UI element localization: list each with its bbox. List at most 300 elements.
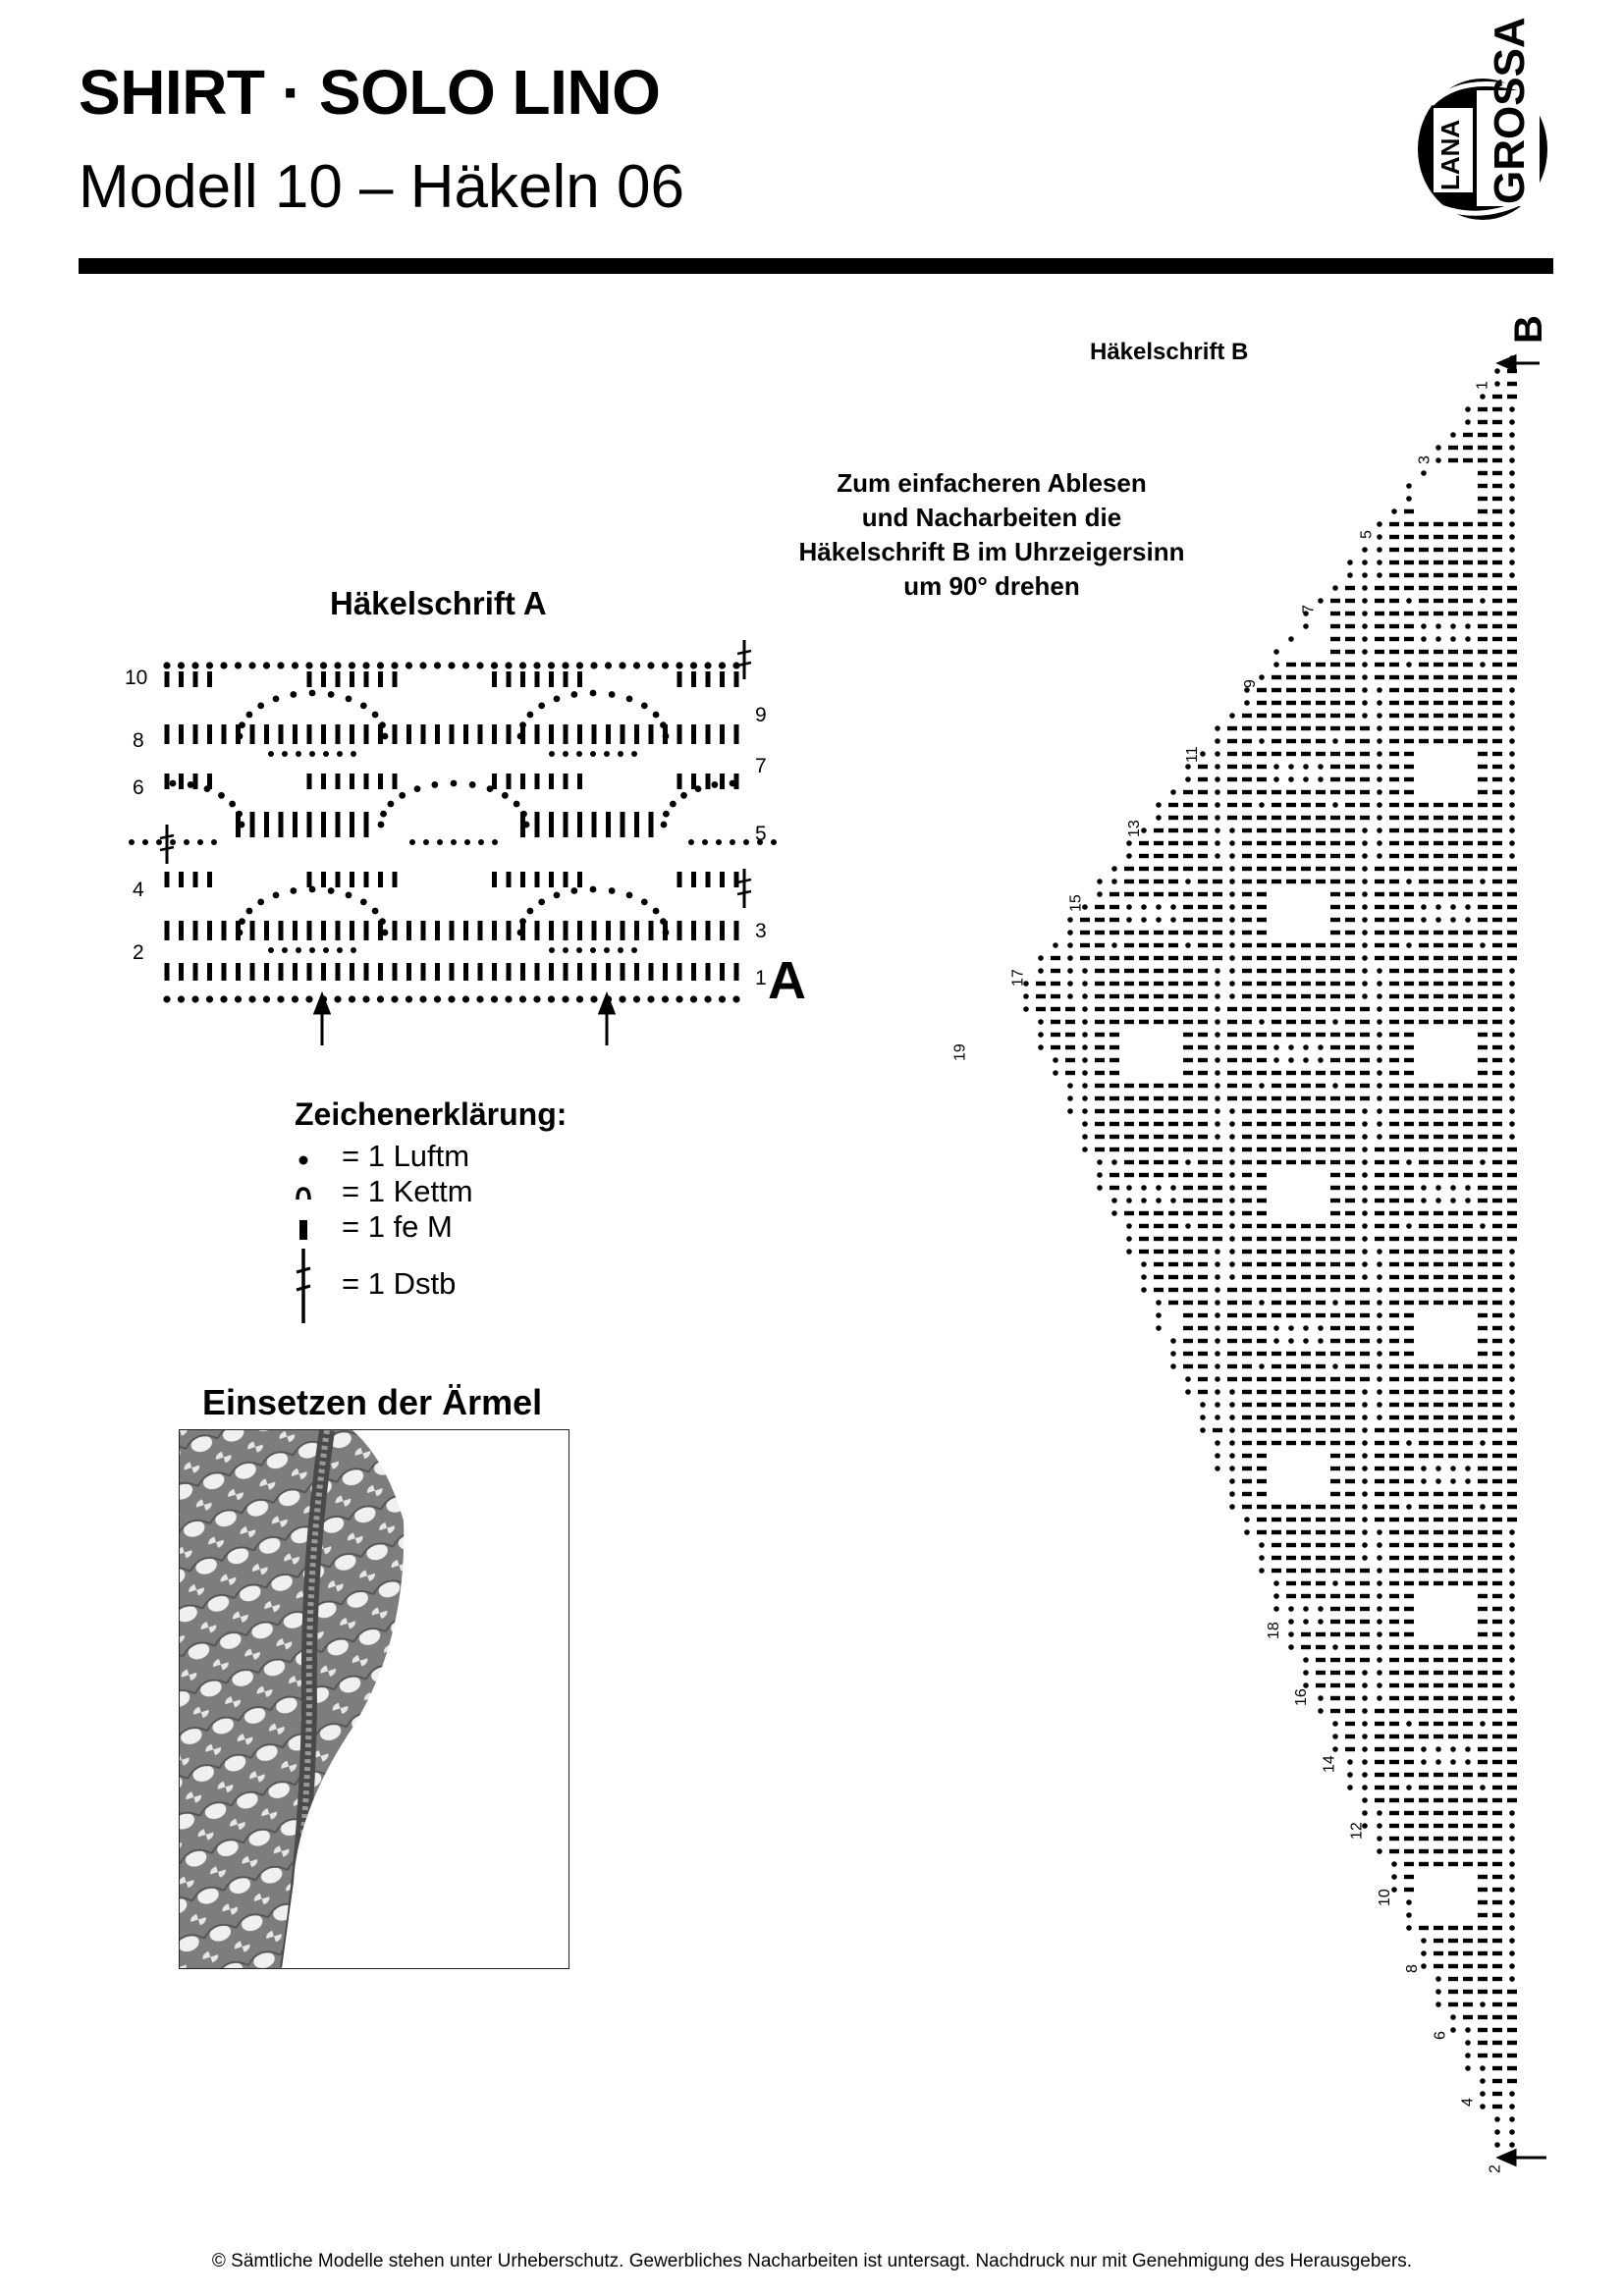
- single-crochet: [1404, 1007, 1414, 1011]
- single-crochet: [1272, 1403, 1281, 1407]
- single-crochet: [1404, 1837, 1414, 1841]
- single-crochet: [1404, 1607, 1414, 1611]
- single-crochet: [1242, 828, 1252, 832]
- single-crochet: [1345, 1390, 1355, 1394]
- single-crochet: [1434, 1275, 1443, 1279]
- single-crochet: [1463, 701, 1473, 705]
- single-crochet: [1448, 1415, 1458, 1419]
- chain-stitch: [1480, 598, 1486, 604]
- chain-stitch: [1082, 1070, 1088, 1076]
- single-crochet: [1463, 650, 1473, 654]
- single-crochet: [1404, 1467, 1414, 1470]
- single-crochet: [1168, 803, 1178, 807]
- single-crochet: [1492, 433, 1502, 437]
- single-crochet: [1213, 905, 1222, 909]
- single-crochet: [1198, 1007, 1208, 1011]
- chain-stitch: [1082, 1134, 1088, 1140]
- chain-stitch: [305, 662, 312, 668]
- chain-stitch: [1377, 993, 1382, 999]
- chain-stitch: [1126, 904, 1132, 910]
- single-crochet: [1272, 1543, 1281, 1547]
- single-crochet: [1183, 1033, 1193, 1037]
- chain-stitch: [1332, 1019, 1338, 1025]
- single-crochet: [1389, 1696, 1399, 1700]
- chain-stitch: [1421, 1478, 1427, 1484]
- chain-stitch: [1067, 955, 1073, 961]
- single-crochet: [507, 774, 512, 789]
- single-crochet: [1242, 1199, 1252, 1202]
- chain-stitch: [662, 995, 669, 1002]
- chain-stitch: [351, 947, 356, 953]
- single-crochet: [1316, 726, 1326, 730]
- single-crochet: [1227, 726, 1237, 730]
- single-crochet: [1301, 943, 1311, 947]
- single-crochet: [1316, 1441, 1326, 1445]
- single-crochet: [1478, 522, 1488, 526]
- single-crochet: [1286, 1007, 1296, 1011]
- chain-stitch: [1362, 1108, 1368, 1114]
- chain-stitch: [1215, 789, 1220, 795]
- single-crochet: [1316, 880, 1326, 883]
- single-crochet: [1389, 943, 1399, 947]
- single-crochet: [1419, 1096, 1429, 1100]
- single-crochet: [321, 872, 326, 887]
- single-crochet: [1375, 1454, 1384, 1458]
- single-crochet: [1492, 1479, 1502, 1483]
- single-crochet: [1198, 918, 1208, 922]
- single-crochet: [1227, 1352, 1237, 1356]
- chain-stitch: [309, 751, 315, 757]
- single-crochet: [1404, 752, 1414, 756]
- single-crochet: [1448, 1824, 1458, 1828]
- chain-stitch: [1362, 1134, 1368, 1140]
- single-crochet: [1198, 1262, 1208, 1266]
- single-crochet: [1301, 1364, 1311, 1368]
- chain-stitch: [1259, 1363, 1265, 1369]
- chain-stitch: [670, 801, 677, 808]
- chain-stitch: [419, 662, 426, 668]
- single-crochet: [1198, 969, 1208, 973]
- single-crochet: [1389, 714, 1399, 718]
- chain-stitch: [1377, 700, 1382, 706]
- single-crochet: [1257, 765, 1267, 769]
- single-crochet: [1330, 880, 1340, 883]
- single-crochet: [1330, 1275, 1340, 1279]
- single-crochet: [1434, 573, 1443, 577]
- single-crochet: [1492, 2028, 1502, 2032]
- single-crochet: [1345, 1696, 1355, 1700]
- chain-stitch: [1377, 1848, 1382, 1854]
- single-crochet: [1507, 1492, 1517, 1496]
- chain-stitch: [1362, 955, 1368, 961]
- single-crochet: [1095, 1058, 1105, 1062]
- single-crochet: [1330, 1441, 1340, 1445]
- single-crochet: [1257, 892, 1267, 896]
- chain-stitch: [631, 947, 637, 953]
- chain-stitch: [1362, 1478, 1368, 1484]
- single-crochet: [1389, 1569, 1399, 1573]
- single-crochet: [1434, 586, 1443, 590]
- chain-stitch: [1170, 917, 1176, 923]
- single-crochet: [336, 671, 341, 687]
- single-crochet: [1448, 1084, 1458, 1088]
- single-crochet: [1448, 803, 1458, 807]
- single-crochet: [1448, 726, 1458, 730]
- single-crochet: [1360, 1620, 1370, 1624]
- chain-stitch: [1509, 1312, 1515, 1318]
- single-crochet: [1375, 892, 1384, 896]
- single-crochet: [307, 724, 312, 744]
- chain-stitch: [1406, 879, 1412, 884]
- chain-stitch: [1215, 1274, 1220, 1280]
- chain-stitch: [337, 751, 343, 757]
- single-crochet: [1286, 1569, 1296, 1573]
- single-crochet: [1448, 650, 1458, 654]
- single-crochet: [1404, 1186, 1414, 1190]
- single-crochet: [1286, 726, 1296, 730]
- chain-stitch: [1332, 1644, 1338, 1650]
- single-crochet: [1345, 1428, 1355, 1432]
- single-crochet: [1463, 1007, 1473, 1011]
- chain-stitch: [391, 995, 398, 1002]
- chain-stitch: [236, 811, 243, 818]
- chain-stitch: [1362, 1772, 1368, 1778]
- single-crochet: [1330, 994, 1340, 998]
- chain-stitch: [1111, 866, 1117, 872]
- single-crochet: [1507, 1722, 1517, 1726]
- chain-stitch: [1229, 1491, 1235, 1497]
- single-crochet: [1478, 535, 1488, 539]
- single-crochet: [1257, 1518, 1267, 1522]
- logo-text-lana: LANA: [1435, 119, 1465, 190]
- single-crochet: [1404, 867, 1414, 871]
- single-crochet: [1330, 675, 1340, 679]
- chain-stitch: [1141, 1261, 1147, 1267]
- chain-stitch: [1082, 968, 1088, 974]
- single-crochet: [1404, 1620, 1414, 1624]
- single-crochet: [1345, 752, 1355, 756]
- single-crochet: [1404, 1428, 1414, 1432]
- single-crochet: [1389, 675, 1399, 679]
- single-crochet: [734, 872, 739, 887]
- chain-stitch: [590, 751, 596, 757]
- single-crochet: [1286, 1301, 1296, 1305]
- chain-stitch: [1347, 1772, 1353, 1778]
- single-crochet: [207, 671, 212, 687]
- single-crochet: [1448, 675, 1458, 679]
- chain-stitch: [1082, 1057, 1088, 1063]
- single-crochet: [1463, 1084, 1473, 1088]
- chain-stitch: [1200, 1415, 1206, 1420]
- single-crochet: [1168, 1096, 1178, 1100]
- single-crochet: [1434, 841, 1443, 845]
- single-crochet: [634, 963, 639, 981]
- single-crochet: [1463, 1415, 1473, 1419]
- single-crochet: [393, 872, 398, 887]
- single-crochet: [1448, 599, 1458, 603]
- single-crochet: [293, 921, 298, 940]
- single-crochet: [1375, 905, 1384, 909]
- single-crochet: [1389, 586, 1399, 590]
- chain-stitch: [1215, 1466, 1220, 1471]
- chain-stitch: [1509, 560, 1515, 565]
- single-crochet: [691, 774, 696, 789]
- chain-stitch: [1215, 1338, 1220, 1344]
- single-crochet: [1360, 777, 1370, 781]
- single-crochet: [1448, 1428, 1458, 1432]
- single-crochet: [1154, 1262, 1164, 1266]
- chain-stitch: [239, 918, 245, 925]
- single-crochet: [1183, 1339, 1193, 1343]
- single-crochet: [1434, 1683, 1443, 1687]
- single-crochet: [1095, 1084, 1105, 1088]
- single-crochet: [1360, 816, 1370, 820]
- single-crochet: [378, 872, 383, 887]
- single-crochet: [1272, 688, 1281, 692]
- chain-stitch: [590, 662, 597, 668]
- single-crochet: [1330, 1377, 1340, 1381]
- single-crochet: [1507, 663, 1517, 667]
- chain-stitch: [1406, 1223, 1412, 1229]
- single-crochet: [1507, 1709, 1517, 1713]
- single-crochet: [1463, 548, 1473, 552]
- single-crochet: [1257, 1275, 1267, 1279]
- chain-stitch: [549, 947, 555, 953]
- single-crochet: [1227, 790, 1237, 794]
- single-crochet: [1419, 1786, 1429, 1789]
- chain-stitch: [377, 662, 384, 668]
- single-crochet: [1036, 1007, 1046, 1011]
- single-crochet: [1492, 1224, 1502, 1228]
- slip-stitch-icon: [295, 1172, 312, 1211]
- single-crochet: [1272, 1262, 1281, 1266]
- single-crochet: [1404, 1671, 1414, 1675]
- single-crochet: [1242, 1084, 1252, 1088]
- single-crochet: [1375, 1160, 1384, 1164]
- chain-stitch: [491, 662, 498, 668]
- chain-stitch: [351, 751, 356, 757]
- single-crochet: [293, 724, 298, 744]
- single-crochet: [1198, 1364, 1208, 1368]
- single-crochet: [677, 872, 682, 887]
- single-crochet: [1389, 1747, 1399, 1751]
- row-number-bottom: 18: [1265, 1622, 1282, 1639]
- chain-stitch: [1097, 891, 1103, 897]
- single-crochet: [1272, 1505, 1281, 1509]
- single-crochet: [606, 921, 611, 940]
- single-crochet: [1448, 880, 1458, 883]
- single-crochet: [1434, 1569, 1443, 1573]
- chain-stitch: [246, 908, 253, 915]
- chain-stitch: [1377, 1300, 1382, 1306]
- single-crochet: [1345, 1543, 1355, 1547]
- single-crochet: [1345, 816, 1355, 820]
- single-crochet: [1345, 854, 1355, 858]
- chain-stitch: [1450, 917, 1456, 923]
- single-crochet: [1389, 1441, 1399, 1445]
- single-crochet: [1360, 739, 1370, 743]
- single-crochet: [549, 774, 554, 789]
- single-crochet: [706, 872, 711, 887]
- single-crochet: [1360, 1569, 1370, 1573]
- single-crochet: [1492, 1632, 1502, 1636]
- single-crochet: [1404, 1747, 1414, 1751]
- single-crochet: [1507, 918, 1517, 922]
- chain-stitch: [1362, 1236, 1368, 1242]
- single-crochet: [1434, 1964, 1443, 1968]
- single-crochet: [1095, 1071, 1105, 1075]
- single-crochet: [1139, 1007, 1149, 1011]
- single-crochet: [1345, 1237, 1355, 1241]
- chain-stitch: [1215, 776, 1220, 782]
- single-crochet: [1478, 1250, 1488, 1254]
- single-crochet: [1463, 892, 1473, 896]
- single-crochet: [450, 963, 455, 981]
- single-crochet: [1316, 1109, 1326, 1113]
- single-crochet: [1448, 522, 1458, 526]
- single-crochet: [1345, 1364, 1355, 1368]
- single-crochet: [1301, 1224, 1311, 1228]
- single-crochet: [1434, 1288, 1443, 1292]
- single-crochet: [193, 921, 198, 940]
- single-crochet: [1492, 1071, 1502, 1075]
- single-crochet: [1419, 573, 1429, 577]
- single-crochet: [1183, 1211, 1193, 1215]
- single-crochet: [507, 921, 512, 940]
- single-crochet: [1330, 982, 1340, 986]
- single-crochet: [1360, 1301, 1370, 1305]
- chain-stitch: [1362, 1210, 1368, 1216]
- chain-stitch: [570, 887, 577, 894]
- chain-stitch: [1377, 725, 1382, 731]
- single-crochet: [1242, 841, 1252, 845]
- single-crochet: [1463, 1492, 1473, 1496]
- single-crochet: [1330, 1262, 1340, 1266]
- chain-stitch: [1273, 1580, 1279, 1586]
- chain-stitch: [382, 930, 389, 936]
- chain-stitch: [379, 721, 386, 728]
- row-number-top: 5: [1358, 530, 1376, 539]
- chain-stitch: [1229, 1236, 1235, 1242]
- single-crochet: [478, 963, 483, 981]
- chain-stitch: [1480, 2104, 1486, 2109]
- chain-stitch: [1406, 1440, 1412, 1446]
- single-crochet: [1434, 880, 1443, 883]
- single-crochet: [1434, 1301, 1443, 1305]
- single-crochet: [1478, 1109, 1488, 1113]
- single-crochet: [1080, 943, 1090, 947]
- single-crochet: [1330, 1071, 1340, 1075]
- single-crochet: [1492, 1990, 1502, 1994]
- row-number-bottom: 6: [1432, 2031, 1449, 2040]
- chain-stitch: [1377, 1682, 1382, 1688]
- single-crochet: [1389, 1530, 1399, 1534]
- single-crochet: [1272, 956, 1281, 960]
- single-crochet: [1492, 1798, 1502, 1802]
- chain-stitch: [257, 898, 264, 905]
- single-crochet: [1345, 1160, 1355, 1164]
- single-crochet: [1492, 1492, 1502, 1496]
- row-number-right: 9: [755, 704, 767, 726]
- single-crochet: [1463, 867, 1473, 871]
- single-crochet: [1492, 688, 1502, 692]
- single-crochet: [1448, 994, 1458, 998]
- chain-stitch: [1509, 483, 1515, 489]
- chain-stitch: [1465, 1198, 1471, 1203]
- single-crochet: [1448, 1135, 1458, 1139]
- single-crochet: [1404, 1352, 1414, 1356]
- chain-stitch: [1509, 1899, 1515, 1905]
- single-crochet: [1242, 1454, 1252, 1458]
- chain-stitch: [576, 751, 582, 757]
- single-crochet: [1404, 522, 1414, 526]
- single-crochet: [1448, 1492, 1458, 1496]
- chain-stitch: [1509, 687, 1515, 693]
- chain-stitch: [1229, 1274, 1235, 1280]
- single-crochet: [1110, 931, 1119, 934]
- single-crochet: [734, 921, 739, 940]
- single-crochet: [1345, 1122, 1355, 1126]
- single-crochet: [1242, 1096, 1252, 1100]
- single-crochet: [1389, 1849, 1399, 1853]
- single-crochet: [1389, 739, 1399, 743]
- single-crochet: [1242, 1211, 1252, 1215]
- chain-stitch: [1509, 1363, 1515, 1369]
- single-crochet: [1330, 1709, 1340, 1713]
- chain-stitch: [676, 662, 682, 668]
- chain-stitch: [1273, 1338, 1279, 1344]
- chain-stitch: [1509, 1032, 1515, 1038]
- single-crochet: [1478, 586, 1488, 590]
- single-crochet: [1492, 1747, 1502, 1751]
- chain-stitch: [1509, 496, 1515, 502]
- single-crochet: [1168, 1224, 1178, 1228]
- single-crochet: [1272, 1377, 1281, 1381]
- single-crochet: [1478, 548, 1488, 552]
- chain-stitch: [1480, 1223, 1486, 1229]
- single-crochet: [1492, 522, 1502, 526]
- single-crochet: [1242, 739, 1252, 743]
- single-crochet: [1345, 969, 1355, 973]
- single-crochet: [1316, 1377, 1326, 1381]
- chain-stitch: [1347, 560, 1353, 565]
- single-crochet: [1448, 1364, 1458, 1368]
- chain-stitch: [1377, 572, 1382, 578]
- single-crochet: [1492, 994, 1502, 998]
- single-crochet: [1389, 1084, 1399, 1088]
- single-crochet: [1463, 994, 1473, 998]
- instruction-line: Häkelschrift B im Uhrzeigersinn: [798, 537, 1185, 566]
- chain-stitch: [1215, 1287, 1220, 1293]
- single-crochet: [1080, 931, 1090, 934]
- chain-stitch: [1377, 1363, 1382, 1369]
- chain-stitch: [1450, 1198, 1456, 1203]
- single-crochet: [1478, 1709, 1488, 1713]
- single-crochet: [1463, 1581, 1473, 1585]
- chain-stitch: [1509, 853, 1515, 859]
- chain-stitch: [1215, 1376, 1220, 1382]
- single-crochet: [1183, 1186, 1193, 1190]
- single-crochet: [1095, 918, 1105, 922]
- single-crochet: [1272, 1275, 1281, 1279]
- chain-stitch: [229, 801, 236, 808]
- single-crochet: [1330, 828, 1340, 832]
- single-crochet: [1330, 612, 1340, 615]
- single-crochet: [1478, 1862, 1488, 1866]
- chain-stitch: [263, 995, 270, 1002]
- single-crochet: [492, 921, 497, 940]
- chain-stitch: [292, 662, 298, 668]
